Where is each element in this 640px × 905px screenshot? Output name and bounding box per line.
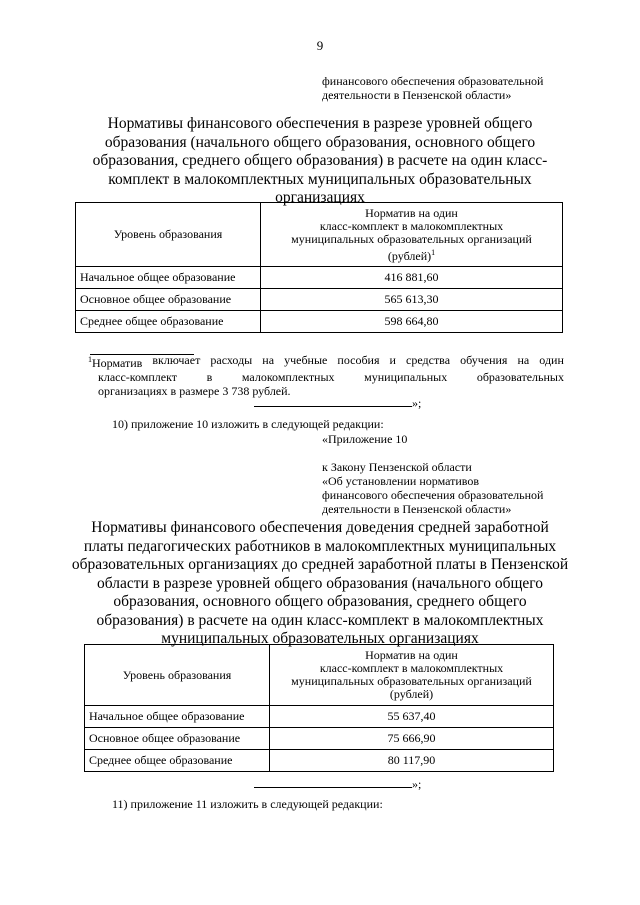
table-row: [85, 750, 554, 772]
table2-level-cell: Основное общее образование: [85, 728, 270, 750]
footnote-line-2: [88, 370, 564, 384]
footnote-line-3: организациях в размере 3 738 рублей.: [98, 384, 291, 398]
caption-line: финансового обеспечения образовательной: [322, 74, 544, 88]
heading-line: платы педагогических работников в малокомплектных муниципальных: [83, 537, 557, 555]
table2-value-cell: 80 117,90: [270, 750, 554, 772]
table2-level-cell: Среднее общее образование: [85, 750, 270, 772]
table1-level-cell: Среднее общее образование: [76, 311, 261, 333]
footnote-word: в: [206, 370, 213, 384]
heading-line: Нормативы финансового обеспечения доведения средней заработной: [91, 519, 549, 536]
table-row: [76, 267, 563, 289]
heading-line: организациях: [275, 189, 365, 206]
table1-value-cell: 416 881,60: [261, 267, 563, 289]
table1: [75, 202, 563, 333]
footnote-word: на: [517, 353, 530, 367]
heading-line: образования, основного общего образования, среднего общего: [113, 593, 527, 610]
footnote-line-1: [88, 353, 564, 370]
table1-col1-header: Уровень образования: [76, 203, 261, 267]
footnote-word: учебные: [284, 353, 328, 367]
footnote-word: муниципальных: [364, 370, 448, 384]
footnote-word: $^1$Норматив: [88, 355, 143, 370]
footnote-mark: 1: [88, 355, 92, 364]
closing-mark-1: »;: [254, 396, 421, 411]
footnote-word: средства: [406, 353, 451, 367]
item-11: 11) приложение 11 изложить в следующей редакции:: [112, 797, 383, 811]
table2-col1-header: Уровень образования: [85, 645, 270, 706]
caption-line: деятельности в Пензенской области»: [322, 88, 512, 102]
table2-col2-header: Норматив на один класс-комплект в малокомплектных муниципальных образовательных организаций (рублей): [270, 645, 554, 706]
closing-rule: [254, 396, 412, 407]
heading-line: Нормативы финансового обеспечения в разрезе уровней общего: [107, 115, 533, 132]
annex-gap: [322, 446, 543, 460]
table2: [84, 644, 554, 772]
annex-line: деятельности в Пензенской области»: [322, 502, 512, 516]
footnote-word: и: [389, 353, 396, 367]
annex-line: финансового обеспечения образовательной: [322, 488, 544, 502]
footnote-word: включает: [152, 353, 201, 367]
table-row: [85, 728, 554, 750]
table-row: [76, 311, 563, 333]
item-10: 10) приложение 10 изложить в следующей редакции:: [112, 417, 384, 431]
table-row: [85, 706, 554, 728]
closing-rule: [254, 777, 412, 788]
heading-line: образования) в расчете на один класс-комплект в малокомплектных: [96, 611, 544, 629]
table1-heading: [60, 115, 580, 208]
table1-level-cell: Начальное общее образование: [76, 267, 261, 289]
table1-col2-header: Норматив на один класс-комплект в малокомплектных муниципальных образовательных организаций (рублей)$^1$: [261, 203, 563, 267]
footnote-word: один: [539, 353, 564, 367]
table2-level-cell: Начальное общее образование: [85, 706, 270, 728]
table2-value-cell: 75 666,90: [270, 728, 554, 750]
footnote-word: пособия: [337, 353, 380, 367]
annex-line: к Закону Пензенской области: [322, 460, 472, 474]
footnote-word: расходы: [210, 353, 253, 367]
heading-line: комплект в малокомплектных муниципальных образовательных: [108, 170, 532, 188]
footnote-word: обучения: [460, 353, 508, 367]
footnote-word: на: [262, 353, 275, 367]
footnote-mark: 1: [431, 247, 436, 257]
heading-line: области в разрезе уровней общего образования (начального общего: [96, 574, 544, 592]
annex-line: «Об установлении нормативов: [322, 474, 480, 488]
top-right-caption: [322, 74, 543, 102]
footnote-word: малокомплектных: [241, 370, 335, 384]
heading-line: образовательных организациях до средней заработной платы в Пензенской: [71, 556, 569, 573]
table1-value-cell: 565 613,30: [261, 289, 563, 311]
annex-line: «Приложение 10: [322, 432, 408, 446]
table1-level-cell: Основное общее образование: [76, 289, 261, 311]
table2-heading: [60, 519, 580, 649]
page-number: 9: [316, 38, 324, 53]
footnote-word: образовательных: [476, 370, 564, 384]
heading-line: образования (начального общего образования, основного общего: [104, 133, 536, 151]
table-row: [76, 289, 563, 311]
closing-mark-2: »;: [254, 777, 421, 792]
annex10-caption: [322, 432, 543, 516]
table1-value-cell: 598 664,80: [261, 311, 563, 333]
table2-value-cell: 55 637,40: [270, 706, 554, 728]
footnote-word: класс-комплект: [98, 370, 178, 384]
footnote: [88, 353, 564, 398]
heading-line: муниципальных образовательных организациях: [161, 630, 479, 647]
heading-line: образования, среднего общего образования) в расчете на один класс-: [92, 152, 548, 169]
